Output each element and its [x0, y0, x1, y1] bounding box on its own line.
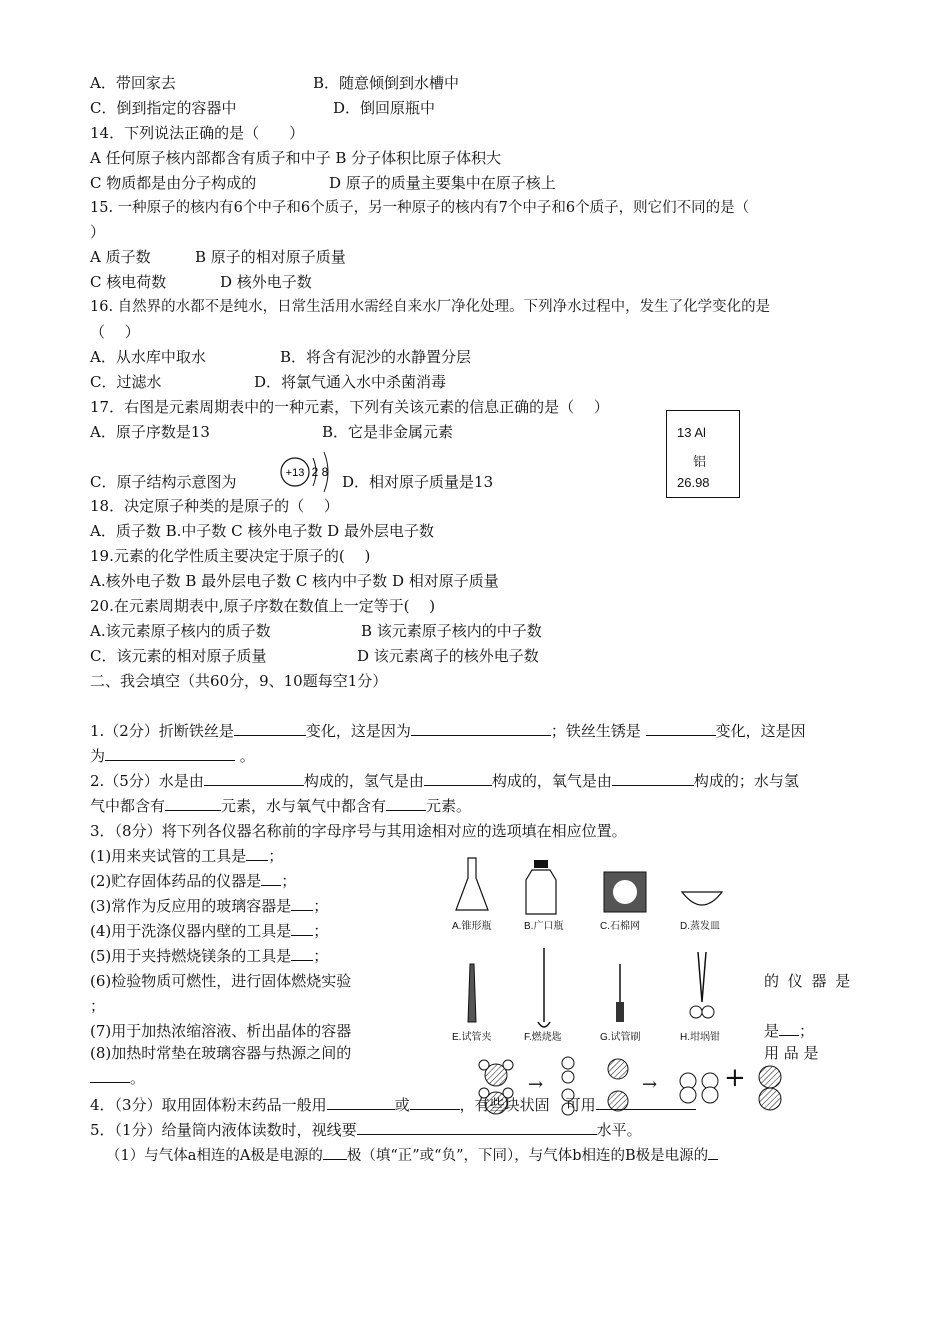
q16-option-b: B．将含有泥沙的水静置分层: [280, 348, 472, 366]
q19-stem: 19.元素的化学性质主要决定于原子的( ): [90, 547, 371, 565]
f5-blank-1[interactable]: [357, 1120, 597, 1135]
molecule-atom-icon: [702, 1087, 718, 1103]
f3-item-4: [90, 921, 328, 941]
f3-item-1: [90, 846, 283, 866]
f4-text-d: 可用: [565, 1096, 596, 1114]
f3-item-6-end: ；: [90, 997, 106, 1015]
f3-item-5-text: (5)用于夹持燃烧镁条的工具是: [90, 947, 292, 965]
q17-option-b: B．它是非金属元素: [322, 423, 454, 441]
q16-option-d: D．将氯气通入水中杀菌消毒: [254, 373, 447, 391]
evaporating-dish-icon: [682, 892, 722, 905]
f1-blank-3[interactable]: [646, 721, 716, 736]
asbestos-center-icon: [613, 880, 637, 904]
reaction-arrow-1: →: [528, 1074, 544, 1095]
test-tube-brush-head-icon: [616, 1002, 624, 1022]
atom-structure-diagram: [278, 448, 340, 500]
q18-options: A．质子数 B.中子数 C 核外电子数 D 最外层电子数: [90, 522, 434, 540]
crucible-tongs-ring-right: [702, 1006, 714, 1018]
f3-item-4-text: (4)用于洗涤仪器内壁的工具是: [90, 922, 292, 940]
fill-4: [90, 1095, 696, 1115]
combustion-spoon-bowl-icon: [538, 1022, 550, 1027]
fill-6: [106, 1145, 718, 1166]
q17-stem: 17．右图是元素周期表中的一种元素，下列有关该元素的信息正确的是（ ）: [90, 398, 609, 416]
q15-stem-end: ）: [90, 223, 106, 241]
f3-blank-2[interactable]: [261, 871, 281, 886]
q15-option-a: A 质子数: [90, 248, 151, 266]
f6-blank-2[interactable]: [708, 1145, 718, 1160]
f2-blank-5[interactable]: [386, 796, 426, 811]
q14-options-ab: A 任何原子核内部都含有质子和中子 B 分子体积比原子体积大: [90, 149, 502, 167]
q13-option-b: B．随意倾倒到水槽中: [313, 74, 460, 92]
test-tube-holder-icon: [468, 964, 476, 1022]
q14-option-d: D 原子的质量主要集中在原子核上: [329, 174, 556, 192]
f2-text-f: 元素，水与氧气中都含有: [221, 797, 387, 815]
f6-text-b: 极（填“正”或“负”，下同），与气体b相连的B极是电源的: [346, 1148, 709, 1164]
molecule-atom-icon: [608, 1059, 628, 1079]
f3-blank-7[interactable]: [779, 1021, 799, 1036]
q17-option-a: A．原子序数是13: [90, 423, 210, 441]
q14-option-c: C 物质都是由分子构成的: [90, 174, 257, 192]
f2-text-e: 气中都含有: [90, 797, 166, 815]
q20-option-c: C．该元素的相对原子质量: [90, 647, 267, 665]
crucible-tongs-icon: [698, 952, 706, 1002]
f3-item-3-text: (3)常作为反应用的玻璃容器是: [90, 897, 292, 915]
instrument-label-e: E.试管夹: [452, 1032, 492, 1043]
semicolon: ；: [313, 897, 329, 915]
q15-option-b: B 原子的相对原子质量: [195, 248, 346, 266]
crucible-tongs-ring-left: [690, 1006, 702, 1018]
reaction-plus: +: [724, 1063, 746, 1093]
molecule-atom-icon: [503, 1060, 513, 1070]
period: 。: [130, 1069, 146, 1087]
f2-text-a: 2.（5分）水是由: [90, 772, 204, 790]
f1-text-f: 。: [239, 747, 255, 765]
fill-1-line-2: [90, 746, 255, 766]
f3-item-5: [90, 946, 328, 966]
bottle-stopper-icon: [534, 860, 548, 868]
instrument-label-a: A.锥形瓶: [452, 921, 492, 932]
f6-text-a: （1）与气体a相连的A极是电源的: [106, 1148, 323, 1164]
q17-option-d: D．相对原子质量是13: [342, 473, 494, 491]
reaction-arrow-2: →: [642, 1074, 658, 1095]
f3-blank-8[interactable]: [90, 1068, 130, 1083]
f3-item-2-text: (2)贮存固体药品的仪器是: [90, 872, 262, 890]
f2-text-d: 构成的；水与氢: [693, 772, 799, 790]
f2-blank-1[interactable]: [204, 771, 304, 786]
q20-stem: 20.在元素周期表中,原子序数在数值上一定等于( ): [90, 597, 436, 615]
q16-stem: 16. 自然界的水都不是纯水，日常生活用水需经自来水厂净化处理。下列净水过程中，发生了化学变化的是: [90, 299, 771, 315]
molecule-atom-icon: [479, 1060, 489, 1070]
f5-text-b: 水平。: [596, 1121, 642, 1139]
f1-blank-4[interactable]: [105, 746, 235, 761]
semicolon: ；: [313, 922, 329, 940]
instrument-label-g: G.试管刷: [600, 1032, 641, 1043]
shell-electrons: 2 8: [311, 465, 329, 479]
q15-option-c: C 核电荷数: [90, 273, 167, 291]
molecule-atom-icon: [562, 1071, 574, 1083]
element-card: [666, 410, 740, 498]
fill-3-stem: 3．（8分）将下列各仪器名称前的字母序号与其用途相对应的选项填在相应位置。: [90, 822, 627, 840]
q19-options: A.核外电子数 B 最外层电子数 C 核内中子数 D 相对原子质量: [90, 572, 499, 590]
fill-2-line-2: [90, 796, 471, 816]
instrument-label-f: F.燃烧匙: [524, 1032, 562, 1043]
f4-text-c: ，有些块状固: [459, 1096, 550, 1114]
f3-item-6: (6)检验物质可燃性，进行固体燃烧实验: [90, 972, 352, 990]
section-2-title: 二、我会填空（共60分，9、10题每空1分）: [90, 672, 388, 690]
f5-text-a: 5．（1分）给量筒内液体读数时，视线要: [90, 1121, 357, 1139]
f1-text-e: 为: [90, 747, 106, 765]
q13-option-a: A．带回家去: [90, 74, 176, 92]
f3-item-7-right: [764, 1021, 814, 1041]
q14-stem: 14．下列说法正确的是（ ）: [90, 124, 305, 142]
f2-blank-2[interactable]: [424, 771, 492, 786]
f1-text-a: 1.（2分）折断铁丝是: [90, 722, 234, 740]
semicolon: ；: [281, 872, 297, 890]
element-number-symbol: 13 Al: [677, 425, 706, 440]
q20-option-b: B 该元素原子核内的中子数: [361, 622, 542, 640]
molecule-atom-icon: [562, 1057, 574, 1069]
fill-2-line-1: [90, 771, 799, 791]
semicolon: ；: [268, 847, 284, 865]
f2-text-b: 构成的，氢气是由: [303, 772, 424, 790]
f3-item-1-text: (1)用来夹试管的工具是: [90, 847, 247, 865]
nucleus-charge: +13: [285, 467, 305, 479]
semicolon: ；: [313, 947, 329, 965]
f1-text-c: ；铁丝生锈是: [550, 722, 641, 740]
f2-blank-4[interactable]: [165, 796, 221, 811]
molecule-atom-icon: [759, 1088, 781, 1110]
f1-text-b: 变化，这是因为: [305, 722, 411, 740]
q15-option-d: D 核外电子数: [220, 273, 312, 291]
f1-blank-1[interactable]: [234, 721, 306, 736]
instrument-figure: [440, 852, 740, 1052]
f3-blank-5[interactable]: [291, 946, 313, 961]
f2-text-c: 构成的，氧气是由: [491, 772, 612, 790]
q13-option-c: C．倒到指定的容器中: [90, 99, 237, 117]
semicolon: ；: [799, 1022, 815, 1040]
f4-blank-1[interactable]: [327, 1095, 395, 1110]
f3-blank-4[interactable]: [291, 921, 313, 936]
element-mass: 26.98: [677, 475, 710, 490]
f3-item-3: [90, 896, 328, 916]
f3-item-7-right-text: 是: [764, 1022, 780, 1040]
f4-blank-3[interactable]: [596, 1095, 696, 1110]
q18-stem: 18．决定原子种类的是原子的（ ）: [90, 497, 339, 515]
q20-option-d: D 该元素离子的核外电子数: [357, 647, 539, 665]
f4-text-b: 或: [394, 1096, 410, 1114]
instrument-label-h: H.坩埚钳: [680, 1032, 720, 1043]
f3-item-7: (7)用于加热浓缩溶液、析出晶体的容器: [90, 1022, 352, 1040]
wide-mouth-bottle-icon: [526, 870, 556, 914]
q17-option-c: C．原子结构示意图为: [90, 473, 237, 491]
f3-item-8-end: [90, 1068, 145, 1088]
f3-item-8: (8)加热时常垫在玻璃容器与热源之间的: [90, 1044, 352, 1062]
f1-text-d: 变化，这是因: [715, 722, 806, 740]
f3-blank-3[interactable]: [291, 896, 313, 911]
element-name: 铝: [693, 454, 707, 469]
f1-blank-2[interactable]: [411, 721, 551, 736]
instrument-label-d: D.蒸发皿: [680, 921, 720, 932]
q20-option-a: A.该元素原子核内的质子数: [90, 622, 271, 640]
fill-5: [90, 1120, 642, 1140]
f4-text-a: 4．（3分）取用固体粉末药品一般用: [90, 1096, 327, 1114]
molecule-atom-icon: [759, 1066, 781, 1088]
f2-text-g: 元素。: [426, 797, 472, 815]
f3-item-8-right: 用 品 是: [764, 1044, 819, 1062]
fill-1-line-1: [90, 721, 806, 741]
instrument-label-c: C.石棉网: [600, 921, 640, 932]
q15-stem: 15. 一种原子的核内有6个中子和6个质子，另一种原子的核内有7个中子和6个质子，则它们不同的是（: [90, 200, 750, 216]
q13-option-d: D．倒回原瓶中: [333, 99, 436, 117]
f3-item-2: [90, 871, 296, 891]
f3-blank-1[interactable]: [246, 846, 268, 861]
f4-blank-2[interactable]: [410, 1095, 460, 1110]
q16-option-c: C．过滤水: [90, 373, 162, 391]
conical-flask-icon: [456, 858, 488, 910]
f2-blank-3[interactable]: [612, 771, 694, 786]
q16-option-a: A．从水库中取水: [90, 348, 206, 366]
q16-stem-end: （ ）: [90, 323, 140, 341]
f3-item-6-right: 的 仪 器 是: [764, 972, 853, 990]
instrument-label-b: B.广口瓶: [524, 921, 564, 932]
f6-blank-1[interactable]: [323, 1145, 347, 1160]
